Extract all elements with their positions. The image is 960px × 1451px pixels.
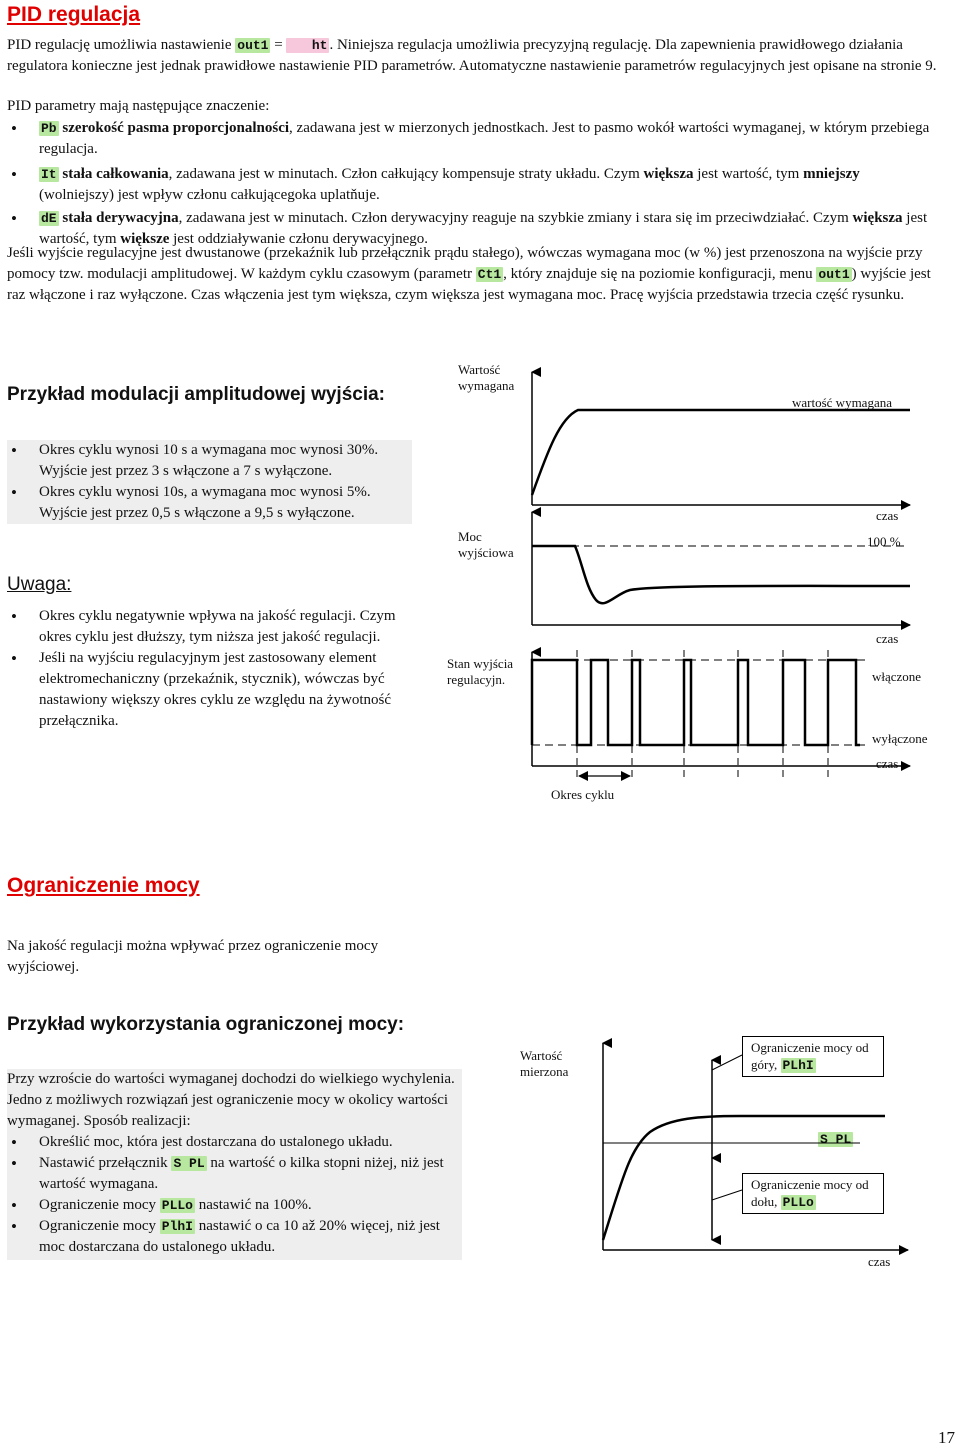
diagram1-label-stan: Stan wyjścia regulacyjn. [447,656,514,687]
code-plhi-diagram: PLhI [782,1058,814,1073]
limit-item-3-text-1: Ograniczenie mocy [39,1197,160,1213]
param-de-desc-2: jest wartość, tym [39,210,928,247]
param-it-desc-3: (wolniejszy) jest wpływ członu całkującegoka uplatňuje. [39,187,380,203]
param-it-bold-3: mniejszy [803,166,860,182]
box-upper-text: Ograniczenie mocy od góry, [751,1040,869,1072]
param-pb-desc: , zadawana jest w mierzonych jednostkach. Jest to pasmo wokół wartości wymaganej, w którym przebiega regulacja. [39,120,930,157]
section-title-pid: PID regulacja [7,3,141,26]
modulation-text-1: Jeśli wyjście regulacyjne jest dwustanowe (przekaźnik lub przełącznik prądu stałego), wówczas wymagana moc (w %) jest przenoszona na wyjście przy pomocy tzw. modulacji amplitudowej. W każdym cyklu czasowym (parametr [7,245,923,282]
example-modulation-title: Przykład modulacji amplitudowej wyjścia: [7,384,385,405]
page-number: 17 [938,1428,955,1447]
limit-item-2-text-2: na wartość o kilka stopni niżej, niż jest wartość wymagana. [39,1155,444,1192]
uwaga-item-1: • Okres cyklu negatywnie wpływa na jakość regulacji. Czym okres cyklu jest dłuższy, tym niższa jest jakość regulacji. [7,606,415,648]
diagram1-label-czas-3: czas [876,756,899,771]
code-plhi: PlhI [161,1219,193,1234]
limit-item-3-text-2: nastawić na 100%. [195,1197,312,1213]
param-pb-name: szerokość pasma proporcjonalności [62,120,290,136]
code-ht-text: ht [311,38,328,53]
panel-measured-value [603,1043,908,1250]
example-limit-title: Przykład wykorzystania ograniczonej mocy: [7,1014,405,1035]
modulation-text-2: , który znajduje się na poziomie konfiguracji, menu [503,266,817,282]
param-de-desc-1: , zadawana jest w minutach. Człon derywacyjny reaguje na szybkie zmiany i stara się im przeciwdziałać. Czym [178,210,853,226]
diagram2-label-wartosc: Wartość mierzona [520,1048,569,1079]
param-it-name: stała całkowania [62,166,169,182]
diagram1-label-wlaczone: włączone [872,669,922,684]
example-item-2: • Okres cyklu wynosi 10s, a wymagana moc wynosi 5%. Wyjście jest przez 0,5 s włączone a 9,5 s wyłączone. [7,482,412,524]
diagram1-label-100: 100 % [867,534,901,549]
example-item-1: • Okres cyklu wynosi 10 s a wymagana moc wynosi 30%. Wyjście jest przez 3 s włączone a 7 s wyłączone. [7,440,412,482]
pid-intro-text-1: PID regulację umożliwia nastawienie [7,37,236,53]
code-pllo-diagram: PLLo [782,1195,814,1210]
diagram1-label-wartosc: Wartość wymagana [458,362,515,393]
code-it: It [41,167,57,182]
diagram1-label-czas-2: czas [876,631,899,646]
diagram1-label-wylaczone: wyłączone [872,731,928,746]
pid-intro-text-3: . Niniejsza regulacja umożliwia precyzyjną regulację. Dla zapewnienia prawidłowego działania regulatora konieczne jest jednak prawidłowe nastawienie PID parametrów. Automatyczne nastawienie parametrów regulacyjnych jest opisane na stronie 9. [7,37,937,74]
param-de-desc-3: jest oddziaływanie członu derywacyjnego. [169,231,429,247]
code-pllo: PLLo [161,1198,193,1213]
code-pb: Pb [41,121,57,136]
diagram1-label-czas-1: czas [876,508,899,523]
param-it-desc-1: , zadawana jest w minutach. Człon całkujący kompensuje straty układu. Czym [168,166,644,182]
param-it-bold-2: większa [643,166,694,182]
code-de: dE [41,211,57,226]
code-out1: out1 [237,38,269,53]
pid-params-heading: PID parametry mają następujące znaczenie: [7,98,270,114]
param-it-desc-2: jest wartość, tym [693,166,804,182]
section-title-power: Ograniczenie mocy [7,874,200,897]
diagram1-label-wartosc-wymagana: wartość wymagana [792,395,892,410]
param-de-bold-3: większe [120,231,170,247]
code-ct1: Ct1 [477,267,502,282]
param-de-bold-2: większa [852,210,903,226]
diagram1-label-okres: Okres cyklu [551,787,615,802]
uwaga-item-2: • Jeśli na wyjściu regulacyjnym jest zastosowany element elektromechaniczny (przekaźnik, stycznik), wówczas być nastawiony większy okres cyklu ze względu na żywotność przełącznika. [7,648,415,732]
code-spl-diagram: S PL [820,1132,852,1147]
limit-item-2-text-1: Nastawić przełącznik [39,1155,172,1171]
uwaga-title: Uwaga: [7,574,72,595]
limit-item-1-text: Określić moc, która jest dostarczana do ustalonego układu. [39,1134,393,1150]
modulation-text-3: ) wyjście jest raz włączone i raz wyłączone. Czas włączenia jest tym większa, czym większa jest wymagana moc. Pracę wyjścia przedstawia trzecia część rysunku. [7,266,931,303]
power-intro-text: Na jakość regulacji można wpływać przez ograniczenie mocy wyjściowej. [7,938,379,975]
code-out1-2: out1 [818,267,850,282]
pid-intro-text-2: = [270,37,287,53]
code-spl: S PL [173,1156,205,1171]
example-limit-intro: Przy wzroście do wartości wymaganej dochodzi do wielkiego wychylenia. Jedno z możliwych rozwiązań jest ograniczenie mocy w okolicy wartości wymaganej. Sposób realizacji: [7,1071,455,1129]
limit-item-4-text-2: nastawić o ca 10 až 20% więcej, niż jest moc dostarczana do ustalonego układu. [39,1218,440,1255]
diagram2-label-czas: czas [868,1254,891,1269]
diagram1-label-moc: Moc wyjściowa [458,529,514,560]
param-de-name: stała derywacyjna [62,210,179,226]
box-lower-text: Ograniczenie mocy od dołu, [751,1177,869,1209]
limit-item-4-text-1: Ograniczenie mocy [39,1218,160,1234]
